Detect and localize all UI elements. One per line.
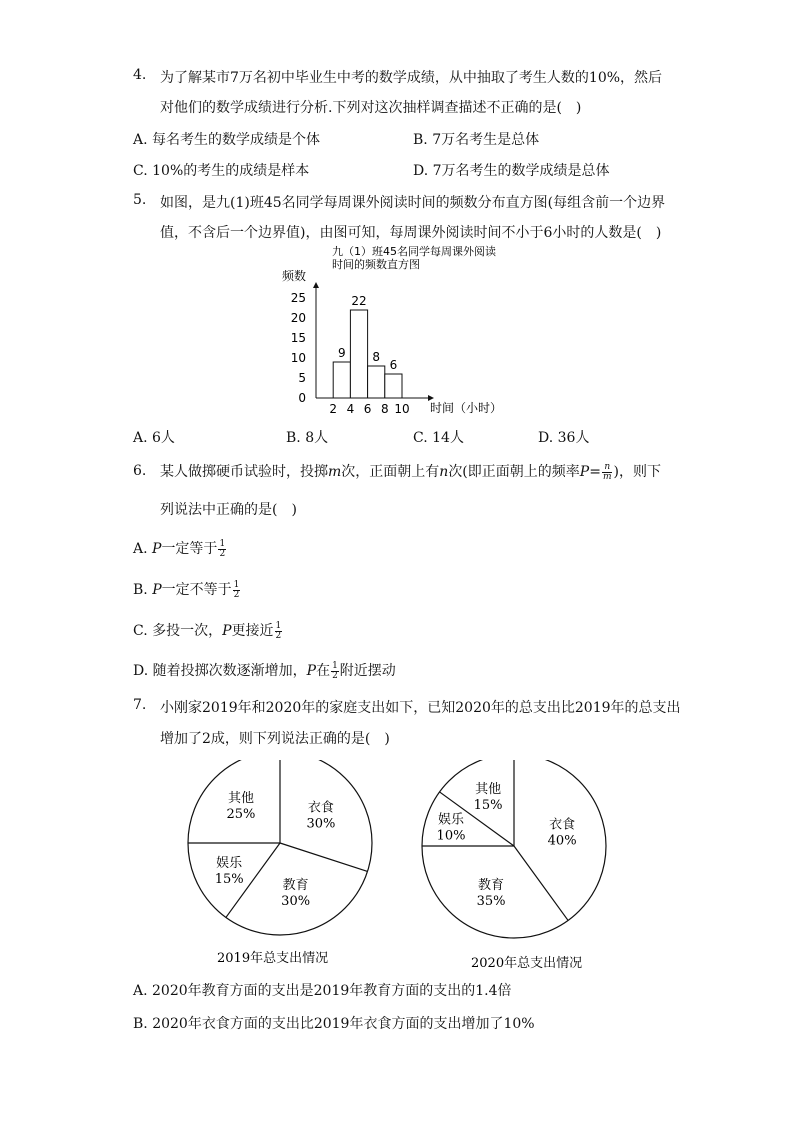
question-6-option-b[interactable]: B. P一定不等于 $\frac{1}{2}$ <box>133 579 240 600</box>
pie2020-label-name: 教育 <box>478 878 505 894</box>
question-6-stem-line1: 某人做掷硬币试验时，投掷m次，正面朝上有n次(即正面朝上的频率P= $\frac{n}{m}$ )，则下 <box>160 461 661 482</box>
bar-value-label: 6 <box>389 358 398 372</box>
question-6-number: 6. <box>133 463 147 479</box>
pie-2019-caption: 2019年总支出情况 <box>217 951 329 966</box>
question-6-stem-line2: 列说法中正确的是( ) <box>160 502 297 518</box>
question-5-option-a[interactable]: A. 6人 <box>133 430 175 446</box>
chart-title-line1: 九（1）班45名同学每周课外阅读 <box>332 245 496 258</box>
question-7-stem-line1: 小刚家2019年和2020年的家庭支出如下，已知2020年的总支出比2019年的总支出 <box>160 700 681 716</box>
histogram-bar <box>368 366 385 398</box>
pie2020-label-name: 其他 <box>475 782 502 798</box>
histogram-bar <box>385 374 402 398</box>
pie2019-label-value: 15% <box>214 871 244 887</box>
pie2020-label-value: 35% <box>476 894 506 910</box>
question-4-option-d[interactable]: D. 7万名考生的数学成绩是总体 <box>413 163 610 179</box>
bar-value-label: 8 <box>372 350 381 364</box>
question-5-stem-line1: 如图，是九(1)班45名同学每周课外阅读时间的频数分布直方图(每组含前一个边界 <box>160 195 666 211</box>
y-tick-label: 15 <box>290 331 306 345</box>
y-tick-label: 5 <box>298 371 306 385</box>
pie2019-label-name: 教育 <box>282 878 309 894</box>
question-4-option-c[interactable]: C. 10%的考生的成绩是样本 <box>133 163 310 179</box>
pie2019-label-value: 30% <box>281 894 311 910</box>
question-6-option-d[interactable]: D. 随着投掷次数逐渐增加，P在 $\frac{1}{2}$ 附近摆动 <box>133 660 396 681</box>
pie2020-label-name: 娱乐 <box>437 812 465 828</box>
histogram-bars <box>333 294 402 398</box>
question-4-option-b[interactable]: B. 7万名考生是总体 <box>413 132 540 148</box>
fraction-n-over-m: $\frac{n}{m}$ <box>602 461 612 482</box>
pie-2020-caption: 2020年总支出情况 <box>471 956 583 971</box>
x-tick-label: 2 <box>329 402 338 416</box>
pie2020-label-value: 10% <box>436 828 466 844</box>
question-7-number: 7. <box>133 697 147 713</box>
question-7-option-a[interactable]: A. 2020年教育方面的支出是2019年教育方面的支出的1.4倍 <box>133 983 512 999</box>
chart-title-line2: 时间的频数直方图 <box>332 258 420 271</box>
histogram-chart <box>280 242 520 422</box>
question-4-number: 4. <box>133 67 147 83</box>
y-tick-label: 25 <box>290 291 306 305</box>
pie2019-label-name: 娱乐 <box>216 855 243 871</box>
histogram-bar <box>350 310 367 398</box>
question-5-option-b[interactable]: B. 8人 <box>286 430 329 446</box>
pie-chart-2020 <box>416 760 616 975</box>
question-4-stem-line2: 对他们的数学成绩进行分析.下列对这次抽样调查描述不正确的是( ) <box>160 100 582 116</box>
question-6-option-a[interactable]: A. P一定等于 $\frac{1}{2}$ <box>133 538 226 559</box>
pie2019-label-value: 25% <box>226 806 256 822</box>
pie2019-label-name: 衣食 <box>307 800 334 816</box>
pie2019-label-name: 其他 <box>227 790 254 806</box>
pie2020-label-value: 40% <box>547 833 577 849</box>
y-tick-label: 20 <box>290 311 306 325</box>
x-tick-label: 10 <box>394 402 410 416</box>
pie-chart-2019 <box>180 760 380 970</box>
question-5-option-c[interactable]: C. 14人 <box>413 430 464 446</box>
question-5-option-d[interactable]: D. 36人 <box>538 430 590 446</box>
question-4-option-a[interactable]: A. 每名考生的数学成绩是个体 <box>133 132 321 148</box>
y-axis-label: 频数 <box>282 269 307 283</box>
x-tick-label: 4 <box>346 402 355 416</box>
pie2020-label-value: 15% <box>473 798 503 814</box>
y-tick-label: 10 <box>290 351 306 365</box>
question-5-stem-line2: 值，不含后一个边界值)，由图可知，每周课外阅读时间不小于6小时的人数是( ) <box>160 225 662 241</box>
x-tick-label: 8 <box>380 402 389 416</box>
x-axis-label: 时间（小时） <box>430 401 503 415</box>
question-7-option-b[interactable]: B. 2020年衣食方面的支出比2019年衣食方面的支出增加了10% <box>133 1016 535 1032</box>
pie2019-label-value: 30% <box>306 816 336 832</box>
question-5-number: 5. <box>133 192 147 208</box>
histogram-bar <box>333 362 350 398</box>
question-4-stem-line1: 为了解某市7万名初中毕业生中考的数学成绩，从中抽取了考生人数的10%，然后 <box>160 70 663 86</box>
bar-value-label: 22 <box>351 294 367 308</box>
question-6-option-c[interactable]: C. 多投一次，P更接近 $\frac{1}{2}$ <box>133 620 282 641</box>
pie2020-label-name: 衣食 <box>549 817 576 833</box>
x-tick-label: 6 <box>363 402 372 416</box>
y-tick-label: 0 <box>298 391 306 405</box>
y-axis-arrow <box>313 282 319 288</box>
bar-value-label: 9 <box>337 346 346 360</box>
question-7-stem-line2: 增加了2成，则下列说法正确的是( ) <box>160 731 390 747</box>
